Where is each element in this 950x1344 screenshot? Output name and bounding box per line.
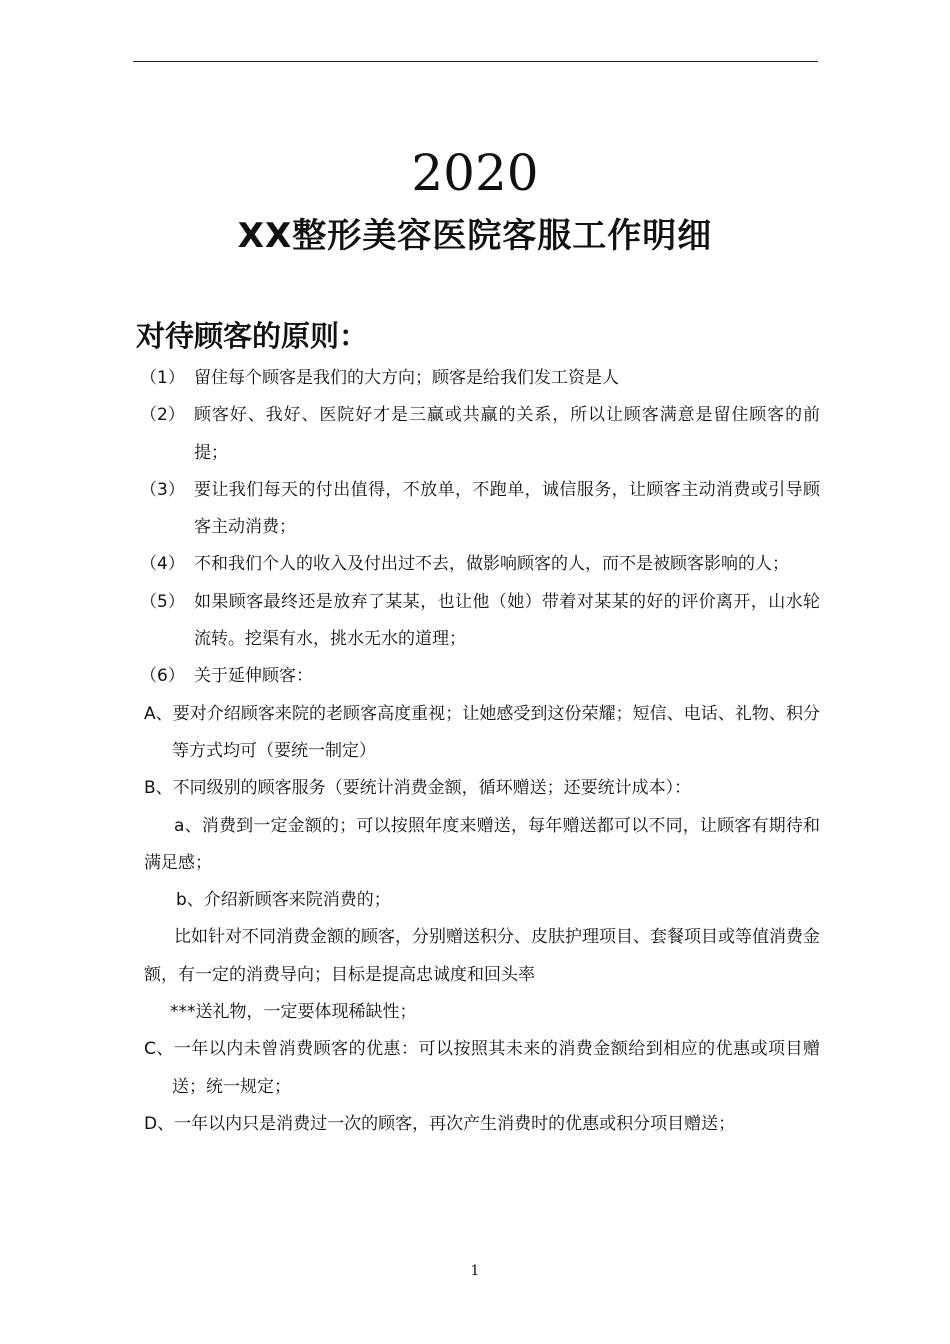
document-body xyxy=(140,360,820,1143)
section-heading: 对待顾客的原则： xyxy=(136,319,369,353)
extension-example: 比如针对不同消费金额的顾客，分别赠送积分、皮肤护理项目、套餐项目或等值消费金额，有一定的消费导向；目标是提高忠诚度和回头率 xyxy=(144,927,820,985)
principle-item-3 xyxy=(140,472,820,547)
principle-text: 如果顾客最终还是放弃了某某，也让他（她）带着对某某的好的评价离开，山水轮流转。挖渠有水，挑水无水的道理； xyxy=(194,591,820,650)
document-year: 2020 xyxy=(411,144,539,202)
extension-note: ***送礼物，一定要体现稀缺性； xyxy=(170,1002,417,1023)
principle-item-5 xyxy=(140,584,820,659)
extension-item-b-a: a、消费到一定金额的；可以按照年度来赠送，每年赠送都可以不同，让顾客有期待和满足感； xyxy=(144,815,820,873)
extension-item-c: C、一年以内未曾消费顾客的优惠：可以按照其未来的消费金额给到相应的优惠或项目赠送；统一规定； xyxy=(144,1039,820,1097)
principle-number: （1） xyxy=(140,368,185,388)
document-title: XX整形美容医院客服工作明细 xyxy=(237,216,713,256)
header-rule xyxy=(133,61,818,62)
extension-item-d: D、一年以内只是消费过一次的顾客，再次产生消费时的优惠或积分项目赠送； xyxy=(144,1113,736,1134)
principle-number: （3） xyxy=(140,479,185,500)
principle-item-6 xyxy=(140,658,820,695)
extension-item-a: A、要对介绍顾客来院的老顾客高度重视；让她感受到这份荣耀；短信、电话、礼物、积分等方式均可（要统一制定） xyxy=(144,703,820,761)
extension-item-b: B、不同级别的顾客服务（要统计消费金额，循环赠送；还要统计成本）： xyxy=(144,778,692,799)
principle-text: 顾客好、我好、医院好才是三赢或共赢的关系，所以让顾客满意是留住顾客的前提； xyxy=(194,405,820,463)
principle-item-1 xyxy=(140,360,820,397)
page-number: 1 xyxy=(470,1263,480,1279)
principle-text: 关于延伸顾客： xyxy=(194,666,313,687)
principle-number: （5） xyxy=(140,591,185,612)
principle-item-4 xyxy=(140,546,820,583)
principle-text: 留住每个顾客是我们的大方向；顾客是给我们发工资是人 xyxy=(194,368,619,388)
principle-text: 不和我们个人的收入及付出过不去，做影响顾客的人，而不是被顾客影响的人； xyxy=(194,554,789,575)
principle-number: （6） xyxy=(140,666,185,687)
principle-number: （4） xyxy=(140,554,185,575)
principle-number: （2） xyxy=(140,405,185,426)
principle-text: 要让我们每天的付出值得，不放单，不跑单，诚信服务，让顾客主动消费或引导顾客主动消费； xyxy=(194,479,820,538)
extension-item-b-b: b、介绍新顾客来院消费的； xyxy=(176,890,391,911)
principle-item-2 xyxy=(140,397,820,472)
